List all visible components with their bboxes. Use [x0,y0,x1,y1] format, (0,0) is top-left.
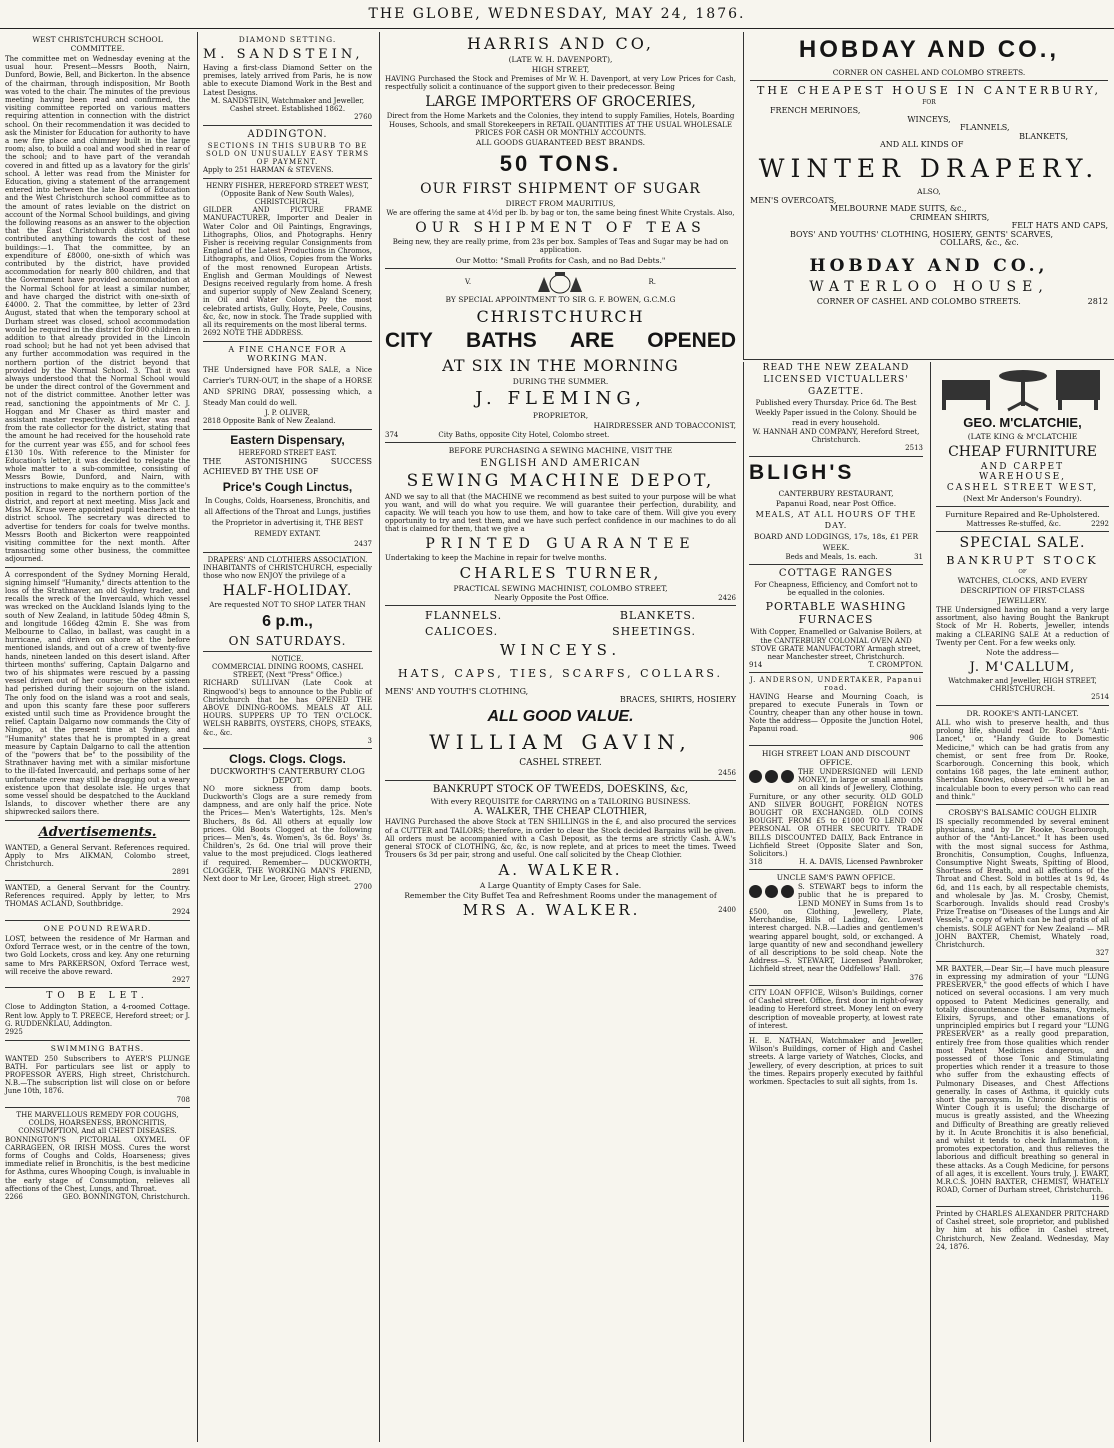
ad-number: 2437 [354,540,372,549]
gavin-cashel: CASHEL STREET. [519,757,602,768]
divider [936,506,1109,507]
large-importers: LARGE IMPORTERS OF GROCERIES, [425,94,696,111]
boys-clothing: BOYS' AND YOUTHS' CLOTHING, HOSIERY, GENTS' SCARVES, [790,229,1053,239]
hobday-advertisement [743,32,1114,360]
harris-street: HIGH STREET, [531,65,590,74]
a-walker: A. WALKER. [498,861,623,880]
masthead: THE GLOBE, WEDNESDAY, MAY 24, 1876. [0,0,1114,29]
flannels: FLANNELS. [425,608,503,622]
baths-word-2: BATHS [465,328,537,352]
board-lodgings: BOARD AND LODGINGS, 17s, 18s, £1 PER WEEK. [753,531,919,552]
column-3 [379,32,741,1442]
divider [749,745,923,746]
city-loan-office: CITY LOAN OFFICE, Wilson's Buildings, corner of Cashel street. Office, first door in right-of-way leading to Hereford street. Money lent on every description of moveable property, at lowest rate of interest. [749,989,923,1030]
importers-body: Direct from the Home Markets and the Colonies, they intend to supply Families, Hotels, Boarding Houses, Schools, and small Storekeepers in RETAIL QUANTITIES AT THE USUAL WHOLESALE PRICES FOR CASH OR MONTHLY ACCOUNTS. [386,112,735,137]
notice-body: COMMERCIAL DINING ROOMS, CASHEL STREET, (Next "Press" Office.) [211,663,364,680]
oxymel-body: BONNINGTON'S PICTORIAL OXYMEL OF CARRAGEEN, OR IRISH MOSS. Cures the worst forms of Coughs and Colds, Hoarseness; gives immediate relief in Bronchitis, is the best medicine for Asthma, cures Whooping Cough, is invaluable in the early stage of Consumption, relieves all affections of the Chest, Lungs, and Throat. [5,1135,190,1193]
ad-number: 318 [749,858,763,867]
melbourne-suits: MELBOURNE MADE SUITS, &c., [830,204,967,213]
gazette-title: READ THE NEW ZEALAND LICENSED VICTUALLERS' GAZETTE. [762,363,910,397]
mclatchie-title: GEO. M'CLATCHIE, [963,415,1082,430]
divider [749,985,923,986]
cheapest-house: THE CHEAPEST HOUSE IN CANTERBURY, [757,84,1101,97]
addington-title: ADDINGTON. [247,128,328,140]
pawn-office-title: UNCLE SAM'S PAWN OFFICE. [776,873,896,883]
loan-office-title: HIGH STREET LOAN AND DISCOUNT OFFICE. [761,749,911,768]
winceys: WINCEYS. [499,640,622,659]
mens-clothing: MENS' AND YOUTH'S CLOTHING, [385,686,529,696]
drapers-title: DRAPERS' AND CLOTHIERS ASSOCIATION. [207,555,368,564]
six-in-morning: AT SIX IN THE MORNING [442,355,679,375]
gazette-body: Published every Thursday. Price 6d. The Best Weekly Paper issued in the Colony. Should be read in every household. [755,399,917,427]
pawn-ball-icon [765,770,778,783]
sewing-body: AND we say to all that (the MACHINE we recommend as best suited to your purpose will be what you want, and will do what you require. We will guarantee their perfection, durability, and capacity. We will teach you how to use them, and how to take care of them. Will give you every opportunity to try and test them, and we have such perfect confidence in our machines to do all that is claimed for them, that we give a [385,492,736,534]
ad-number: 2514 [1091,693,1109,702]
ad-number: 2812 [1087,296,1108,306]
furniture-repaired: Furniture Repaired and Re-Upholstered. [945,510,1100,519]
harris-late: (LATE W. H. DAVENPORT), [508,55,613,64]
harris-body: HAVING Purchased the Stock and Premises of Mr W. H. Davenport, at very Low Prices for Cash, respectfully solicit a continuance of the support given to their predecessor. Being [385,75,736,92]
fine-chance-title: A FINE CHANCE FOR A WORKING MAN. [228,344,347,363]
ad-number: 327 [1095,949,1109,958]
divider [5,567,190,568]
all-kinds: AND ALL KINDS OF [880,140,964,149]
on-saturdays: ON SATURDAYS. [228,633,347,648]
beds-row [749,553,923,561]
addington-apply: Apply to 251 HARMAN & STEVENS. [203,166,334,175]
pawnbroker-balls-icon [749,770,794,783]
winceys-list: WINCEYS, [907,114,951,124]
reward-title: ONE POUND REWARD. [43,923,152,933]
column-5 [930,362,1114,1442]
swimming-baths-title: SWIMMING BATHS. [50,1043,145,1053]
ad-number: 2266 [5,1193,23,1202]
divider [936,961,1109,962]
davis-row [749,858,923,866]
clogs-title: Clogs. Clogs. Clogs. [229,752,346,767]
anderson-title: J. ANDERSON, UNDERTAKER, Papanui road. [749,676,923,693]
vr-left: V. [465,278,472,287]
hobday-corner-2: CORNER OF CASHEL AND COLOMBO STREETS. [816,296,1021,306]
mattresses: Mattresses Re-stuffed, &c. [966,520,1061,528]
divider [749,672,923,673]
column-1 [0,32,195,1442]
ad-number: 374 [385,430,399,439]
loan-body: THE UNDERSIGNED will LEND MONEY, in large or small amounts on all kinds of Jewellery, Clothing, Furniture, or any other security. OLD GOLD AND SILVER BOUGHT, FOREIGN NOTES BOUGHT OR EXCHANGED. OLD COINS BOUGHT. FROM £5 to £1000 TO LEND ON PERSONAL OR OTHER SECURITY. TRADE BILLS DISCOUNTED DAILY, Back Entrance in Lichfield Street (Opposite Slater and Son, Solicitors.) [749,768,923,859]
vr-right: R. [648,278,656,287]
divider [5,920,190,921]
mens-overcoats: MEN'S OVERCOATS, [750,195,837,205]
ad-number: 708 [176,1095,190,1104]
guaranteed: ALL GOODS GUARANTEED BEST BRANDS. [476,138,645,148]
ad-number: 2925 [5,1028,23,1037]
portable-furnaces: PORTABLE WASHING FURNACES [765,600,907,627]
fleming-address: City Baths, opposite City Hotel, Colombo street. [438,430,610,439]
royal-arms-icon [530,272,590,294]
hairdresser: HAIRDRESSER AND TOBACCONIST, [593,420,736,430]
oxymel-signature: GEO. BONNINGTON, Christchurch. [62,1193,190,1202]
ad-number: 31 [914,552,923,561]
sullivan-body: RICHARD SULLIVAN (Late Cook at Ringwood's) begs to announce to the Public of Christchurch that he has OPENED THE ABOVE DINING-ROOMS. MEALS AT ALL HOURS. SUPPERS UP TO TEN O'CLOCK. WELSH RABBITS, OYSTERS, CHOPS, STEAKS, &c., &c. [203,679,372,737]
sugar-shipment: OUR FIRST SHIPMENT OF SUGAR [420,181,701,198]
anderson-body: HAVING Hearse and Mourning Coach, is prepared to execute Funerals in Town or Country, cheaper than any other house in town. Note the address— Opposite the Junction Hotel, Papanui road. [749,692,923,734]
rooke-title: DR. ROOKE'S ANTI-LANCET. [966,708,1079,718]
summer: DURING THE SUMMER. [512,376,609,386]
city-baths-headline [385,329,736,353]
divider [936,804,1109,805]
divider [5,820,190,821]
cheap-furniture: CHEAP FURNITURE [948,444,1097,460]
winter-drapery: WINTER DRAPERY. [758,153,1100,183]
mattresses-row [936,520,1109,528]
fifty-tons: 50 TONS. [499,151,622,177]
watches-clocks: WATCHES, CLOCKS, AND EVERY DESCRIPTION OF FIRST-CLASS JEWELLERY. [957,576,1088,605]
cashel-west: CASHEL STREET WEST, [946,483,1099,493]
mauritius: DIRECT FROM MAURITIUS, [505,199,616,209]
special-sale: SPECIAL SALE. [959,535,1086,551]
divider [385,442,736,443]
ad-number: 2692 NOTE THE ADDRESS. [203,329,304,338]
hobday-corner-row [750,297,1108,306]
fine-chance-signature: J. P. OLIVER, [264,408,311,417]
ad-number: 906 [909,733,923,742]
hobday-title: HOBDAY AND CO., [798,36,1060,63]
ad-general-servant-1: WANTED, a General Servant. References required. Apply to Mrs AIKMAN, Colombo street, Christchurch. [5,843,190,869]
charles-turner: CHARLES TURNER, [459,563,662,582]
blankets: BLANKETS. [619,608,696,622]
william-gavin: WILLIAM GAVIN, [429,729,692,754]
clog-depot: DUCKWORTH'S CANTERBURY CLOG DEPOT. [210,767,365,785]
pawn-ball-icon [765,885,778,898]
hats-caps: HATS, CAPS, TIES, SCARFS, COLLARS. [397,666,723,680]
price-cough-linctus: Price's Cough Linctus, [222,480,353,495]
column-4 [743,362,928,1442]
cottage-ranges: COTTAGE RANGES [778,567,894,579]
sewing-english-american: ENGLISH AND AMERICAN [480,457,641,469]
divider [5,987,190,988]
teas-body: Being new, they are really prime, from 23s per box. Samples of Teas and Sugar may be had on application. [392,238,729,255]
ad-number: 2760 [354,113,372,122]
fisher-body: GILDER AND PICTURE FRAME MANUFACTURER, Importer and Dealer in Water Color and Oil Paintings, Engravings, Lithographs, Olios, and Photographs. Henry Fisher is receiving regular Consignments from England of the Latest Productions in Chromos, Lithographs, and Olios, Copies from the Works of the most renowned European Artists. English and German Mouldings of Newest Designs received regularly from home. A fresh and superior supply of New Zealand Scenery, in Oil and Water Colors, by the most celebrated artists, Gully, Hoyte, Peele, Cousins, &c, &c, now in stock. The Trade supplied with all its requirements on the most liberal terms. [203,206,372,329]
linctus-body: In Coughs, Colds, Hoarseness, Bronchitis, and all Affections of the Throat and Lungs, justifies the Proprietor in advertising it, THE BEST REMEDY EXTANT. [204,497,371,539]
all-good-value: ALL GOOD VALUE. [487,707,634,725]
pawn-body: S. STEWART begs to inform the public that he is prepared to LEND MONEY in Sums from 1s to £500, on Clothing, Jewellery, Plate, Merchandise, Bills of Lading, &c. Lowest interest charged. N.B.—Ladies and gentlemen's wearing apparel bought, sold, or exchanged. A large quantity of new and secondhand jewellery of all descriptions to be sold cheap. Note the Address—S. STEWART, Licensed Pawnbroker, Lichfield street, near the Oddfellows' Hall. [749,883,923,974]
rooke-body: ALL who wish to preserve health, and thus prolong life, should read Dr. Rooke's "Anti-Lancet," or, "Handy Guide to Domestic Medicine," which can be had gratis from any chemist, or sent free from Dr. Rooke, Scarborough. Concerning this book, which contains 168 pages, the late eminent author, Sheridan Knowles, observed —"It will be an incalculable boon to every person who can read and think." [936,718,1109,801]
walker-body: HAVING Purchased the above Stock at TEN SHILLINGS in the £, and also procured the services of a CUTTER and TAILORS; therefore, in order to clear the Stock decided Bargains will be given. All orders must be accompanied with a Cash Deposit, as the terms are strictly Cash. A.W.'s general STOCK of CLOTHING, &c, &c, is now replete, and at prices to meet the times. Tweed Trousers 6s 3d per pair, strong and useful. One call solicited by the Cheap Clothier. [385,818,736,860]
column-2 [197,32,377,1442]
ad-number: 376 [909,973,923,982]
diamond-body: Having a first-class Diamond Setter on the premises, lately arrived from Paris, he is now able to execute Diamond Work in the Best and Latest Designs. [203,64,372,97]
divider [385,268,736,269]
divider [750,80,1108,81]
divider [936,705,1109,706]
furniture-illustration [936,364,1109,412]
ad-number: 2292 [1091,520,1109,528]
remedy-heading: THE MARVELLOUS REMEDY FOR COUGHS, COLDS, HOARSENESS, BRONCHITIS, CONSUMPTION, And all CHEST DISEASES. [16,1111,179,1136]
crompton: T. CROMPTON. [868,661,923,670]
sale-body: THE Undersigned having on hand a very large assortment, also having Bought the Bankrupt Stock of Mr H. Roberts, Jeweller, intends making a CLEARING SALE At a reduction of Twenty per Cent. For a few weeks only. [936,606,1109,647]
proprietor: PROPRIETOR, [532,410,589,420]
turner-address: Nearly Opposite the Post Office. [494,593,609,602]
nathan-body: H. E. NATHAN, Watchmaker and Jeweller, Wilson's Buildings, corner of High and Cashel streets. A large variety of Watches, Clocks, and Jewellery, of every description, at prices to suit the times. Repairs properly executed by faithful workmen. Spectacles to suit all sights, from 1s. [749,1037,923,1087]
french-merinoes: FRENCH MERINOES, [770,106,861,115]
drapery-row-2 [385,625,736,638]
felt-hats: FELT HATS AND CAPS, [1011,221,1108,230]
divider [936,531,1109,532]
fine-chance-body: THE Undersigned have FOR SALE, a Nice Carrier's TURN-OUT, in the shape of a HORSE AND SPRING DRAY, possessing which, a Steady Man could do well. [203,365,372,407]
ad-number: 3 [367,736,372,745]
ad-number: 2891 [172,868,190,877]
divider [203,552,372,553]
pawn-ball-icon [781,770,794,783]
flannels-list: FLANNELS, [960,123,1010,132]
divider [385,605,736,606]
of-word: OF [1018,569,1027,575]
turner-sub: PRACTICAL SEWING MACHINIST, COLOMBO STREET, [453,583,668,593]
ad-number: 1196 [1091,1194,1109,1203]
baxter-body: MR BAXTER,—Dear Sir,—I have much pleasure in expressing my admiration of your "LUNG PRESERVER," the good effects of which I have noticed on several occasions. I am very much opposed to Patent Medicines generally, and totally discountenance the Balsams, Oxymels, Elixirs, Syrups, and other emanations of unprincipled empirics but I regard your "LUNG PRESERVER" as a really good preparation, entirely free from those qualities which render most Patent Medicines dangerous, and possessed of those Tonic and Stimulating properties which render it a treasure to those who suffer from the exhausting effects of Pulmonary Diseases, and Chest Affections generally. In cases of Asthma, it quickly cuts short the paroxysm. In Chronic Bronchitis or Winter Cough it is useful; the discharge of mucus is greatly assisted, and the Wheezing and Difficulty of Breathing are greatly relieved by it. In Acute Bronchitis it is also beneficial, and whilst it tends to check Inflammation, it promotes expectoration, and thus relieves the laborious and difficult breathing so general in these attacks. As a Cough Medicine, for persons of all ages, it is excellent. Yours truly, J. EWART, M.R.C.S. JOHN BAXTER, CHEMIST, WHATELY ROAD, Corner of Durham street, Christchurch. [936,964,1109,1195]
dispensary-title: Eastern Dispensary, [230,432,345,447]
baths-word-1: CITY [385,328,433,352]
crosby-body: IS specially recommended by several eminent physicians, and by Dr Rooke, Scarborough, author of the "Anti-Lancet." It has been used with the most signal success for Asthma, Bronchitis, Consumption, Coughs, Influenza, Consumptive Night Sweats, Spitting of Blood, Shortness of Breath, and all affections of the Throat and Chest. Sold in bottles at 1s 9d, 4s 6d, and 11s each, by all respectable chemists, and wholesale by Jas. M. Crosby, Chemist, Scarborough. Invalids should read Crosby's Prize Treatise on "Diseases of the Lungs and Air Vessels," a copy of which can be had gratis of all chemists. SOLE AGENT for New Zealand — MR JOHN BAXTER, Chemist, Whately road, Christchurch. [936,817,1109,949]
half-holiday: HALF-HOLIDAY. [222,583,353,600]
collars: COLLARS, &c., &c. [940,238,1019,247]
holiday-sub: Are requested NOT TO SHOP LATER THAN [209,601,366,610]
divider [749,869,923,870]
diamond-title: DIAMOND SETTING. [238,35,337,44]
ad-number: 2927 [172,975,190,984]
blankets-list: BLANKETS, [1019,131,1068,141]
addington-body: SECTIONS IN THIS SUBURB TO BE SOLD ON UNUSUALLY EASY TERMS OF PAYMENT. [205,141,370,167]
crosby-title: CROSBY'S BALSAMIC COUGH ELIXIR [948,807,1097,817]
blighs-address: Papanui Road, near Post Office. [775,498,897,508]
divider [5,1107,190,1108]
furniture-icon [938,366,1108,412]
bankrupt-sub: With every REQUISITE for CARRYING on a TAILORING BUSINESS. [430,797,691,807]
divider [749,1033,923,1034]
pawn-ball-icon [749,885,762,898]
teas-shipment: OUR SHIPMENT OF TEAS [415,220,706,237]
ad-number: 2400 [718,906,736,915]
fleming: J. FLEMING, [475,387,646,409]
divider [203,125,372,126]
dispensary-subtitle: HEREFORD STREET EAST. [238,448,337,457]
beds-meals: Beds and Meals, 1s. each. [785,552,878,561]
carpet-warehouse: AND CARPET WAREHOUSE, [978,462,1067,482]
bankrupt-stock: BANKRUPT STOCK [946,554,1099,567]
motto: Our Motto: "Small Profits for Cash, and no Bad Debts." [455,255,666,265]
ad-number: 2426 [718,593,736,602]
reward-body: LOST, between the residence of Mr Harman and Oxford Terrace west, or in the centre of the town, two Gold Lockets, cross and key. Any one returning same to Mrs PARKERSON, Oxford Terrace west, will receive the above reward. [5,934,190,976]
printed-body: Undertaking to keep the Machine in repair for twelve months. [385,553,607,562]
clog-body: NO more sickness from damp boots. Duckworth's Clogs are a sure remedy from dampness, and are only half the price. Note the Prices— Men's Watertights, 12s. Men's Bluchers, 8s 6d. All others at equally low prices. Old Boots Clogged at the following prices— Men's, 4s. Women's, 3s 6d. Boys' 3s. Children's, 2s 6d. One trial will prove their value to the most prejudiced. Clogs leathered if required. Remember— DUCKWORTH, CLOGGER, THE WORKING MAN'S FRIEND, Next door to Mr Lee, Grocer, High street. [203,784,372,883]
braces-shirts: BRACES, SHIRTS, HOSIERY [619,695,736,705]
notice-title: NOTICE. [271,654,304,663]
divider [5,880,190,881]
blighs-sub: CANTERBURY RESTAURANT, [778,488,894,498]
ad-number: 2924 [172,908,190,917]
ad-number: 914 [749,661,763,670]
empty-cases: A Large Quantity of Empty Cases for Sale. [479,881,642,891]
sugar-body: We are offering the same at 4½d per lb. by bag or ton, the same being finest White Crystals. Also, [386,209,735,218]
divider [203,341,372,342]
christchurch: CHRISTCHURCH [476,306,645,326]
mrs-walker-row [385,901,736,919]
foundry: (Next Mr Anderson's Foundry). [963,494,1082,503]
sheetings: SHEETINGS. [612,624,696,638]
pawn-ball-icon [749,770,762,783]
diamond-name: M. SANDSTEIN, [203,47,364,62]
note-address: Note the address— [986,648,1059,658]
sydney-herald-article: A correspondent of the Sydney Morning Herald, signing himself "Humanity," directs attention to the loss of the Strathnaver, an old Sydney trader, and recalls the wreck of the Invercauld, which vessel was wrecked on the Auckland Islands lying to the south of New Zealand, in latitude 50deg 48min S, and longitude 166deg 42min E. She was from Melbourne to Callao, in ballast, was caught in a hurricane, and driven on shore at the before mentioned islands, and out of a crew of twenty-five hands, nineteen landed on this desert island. After thirteen months' suffering, Captain Dalgarno and two of his shipmates were rescued by a passing vessel driven out of her course; the other sixteen had perished during their sojourn on the island. The only food on the island was a root and seals, and upon this scanty fare these poor sufferers existed until such time as Providence brought the relief. Captain Dalgarno now commands the City of Ningpo, at the present time at Sydney, and "Humanity" states that he is prompted in a great measure by Captain Dalgarno to call the attention of the "powers that be" to the possibility of the Strathnaver having met with a similar misfortune to the ill-fated Invercauld, and perhaps some of her unfortunate crew may still be dragging out a weary existence upon that desolate isle. He urges that some vessel should be despatched to the Auckland Islands, to discover whether there are any shipwrecked sailors there. [5,570,190,817]
swimming-baths-body: WANTED 250 Subscribers to AYER'S PLUNGE BATH. For particulars see list or apply to PROFESSOR AYERS, High street, Christchurch. N.B.—The subscription list will close on or before June 10th, 1876. [5,1054,190,1096]
walker-cheap-clothier: A. WALKER, THE CHEAP CLOTHIER, [473,807,648,818]
divider [936,1206,1109,1207]
pawn-ball-icon [781,885,794,898]
appointment: BY SPECIAL APPOINTMENT TO SIR G. F. BOWEN, G.C.M.G [445,294,676,304]
oxymel-signature-row [5,1193,190,1201]
pawnbroker-balls-icon [749,885,794,898]
to-let-title: TO BE LET. [46,991,149,1002]
mccallum: J. M'CALLUM, [969,660,1076,676]
sewing-before: BEFORE PURCHASING A SEWING MACHINE, VISIT THE [448,445,673,455]
to-let-body: Close to Addington Station, a 4-roomed Cottage. Rent low. Apply to T. PREECE, Hereford street; or J. G. RUDDENKLAU, Addington. [5,1003,190,1028]
advertisements-heading: Advertisements. [38,824,157,840]
dispensary-body: THE ASTONISHING SUCCESS ACHIEVED BY THE USE OF [203,457,372,477]
drapery-row-1 [385,609,736,622]
crompton-row [749,661,923,669]
hobday-corner: CORNER ON CASHEL AND COLOMBO STREETS. [832,68,1026,77]
bankrupt-tweeds: BANKRUPT STOCK OF TWEEDS, DOESKINS, &c, [432,784,689,796]
also: ALSO, [917,186,941,196]
divider [203,429,372,430]
crimean-shirts: CRIMEAN SHIRTS, [910,212,990,222]
city-buffet: Remember the City Buffet Tea and Refreshment Rooms under the management of [404,891,717,901]
for-word: FOR [922,99,936,106]
divider [385,780,736,781]
school-committee-article: The committee met on Wednesday evening at the usual hour. Present—Messrs Booth, Nairn, Dunford, Bowie, Bell, and Bickerton. In the absence of the chairman, through indisposition, Mr Booth was voted to the chair. The minutes of the previous meeting having been read and confirmed, the visiting committee reported on various matters requiring attention in connection with the district school. On their recommendation it was decided to ask the Minister for Education for authority to have a new fire place and chimney built in the large room; also, to build a coal and wood shed in rear of the school; and to have part of the verandah covered in and fitted up as a lavatory for the girls' school. A letter was read from the Minister for Education, giving a statement of the arrangement entered into between the late Board of Education and the West Christchurch school committee as to the amount of rates leviable on the district on account of the Normal School buildings, and giving the following reasons as an answer to the objection that the East Christchurch district had not contributed anything towards the cost of these buildings:—1. That the committee, by an expenditure of £8000, one-sixth of which was contributed by the district, have provided accommodation for nearly 800 children, and that the Government have provided accommodation at the Normal School for at least a similar number, and have charged the district with one-sixth of £4000. 2. That the committee, by letter of 23rd August, stated that when the temporary school at Durham street was closed, school accommodation would be required in the district for 800 children in addition to that already provided in the Lincoln road school; but he had not yet been advised that any further accommodation was required in the northern portion of the district beyond that provided by the Normal School. 3. That it was always understood that the Normal School would be under the direct control of the Government and not of the district committee. Another letter was read, sanctioning the appointments of Mr C. J. Hoggan and Mr Chaser as third master and assistant master respectively. A letter was read from the rate collector for the district, stating that the amount he had received for the household rate for the current year was £55, and for school fees £130 10s. With reference to the Minister for Education's letter, it was decided to relegate the whole matter to a sub-committee, consisting of Messrs Bowie, Dunford, and Nairn, with instructions to make enquiry as to the committee's position in regard to the northern portion of the district, and report at next meeting. Miss Jack and Miss M. Kruse were appointed pupil teachers at the district school. The secretary was directed to advertise for tenders for coals for twelve months. Messrs Booth and Bickerton were reappointed visiting committee for the next month. After transacting some other business, the committee adjourned. [5,55,190,564]
baths-word-3: ARE [569,328,615,352]
harris-title: HARRIS AND CO, [467,34,654,53]
baths-word-4: OPENED [647,328,736,352]
school-committee-title: WEST CHRISTCHURCH SCHOOL COMMITTEE. [32,35,163,53]
gazette-signature: W. HANNAH AND COMPANY, Hereford Street, Christchurch. [752,428,920,445]
divider [749,564,923,565]
sewing-depot: SEWING MACHINE DEPOT, [406,470,715,491]
mclatchie-late: (LATE KING & M'CLATCHIE [967,432,1078,441]
printer-imprint: Printed by CHARLES ALEXANDER PRITCHARD of Cashel street, sole proprietor, and published by him at his office in Cashel street, Christchurch, New Zealand. Wednesday, May 24, 1876. [936,1209,1109,1251]
calicoes: CALICOES. [425,624,499,638]
hobday-title-2: HOBDAY AND CO., [809,255,1049,276]
divider [203,178,372,179]
ad-general-servant-2: WANTED, a General Servant for the Country. References required. Apply by letter, to Mrs THOMAS ACLAND, Southbridge. [5,883,190,909]
divider [203,748,372,749]
ad-number: 2818 Opposite Bank of New Zealand. [203,417,336,426]
divider [5,1040,190,1041]
turner-address-row [385,594,736,602]
diamond-signature: M. SANDSTEIN, Watchmaker and Jeweller, Cashel street. Established 1862. [210,96,365,114]
mrs-walker: MRS A. WALKER. [462,901,641,920]
cottage-body: For Cheapness, Efficiency, and Comfort not to be equalled in the colonies. [754,580,918,598]
royal-arms-row [385,272,736,294]
ad-number: 2700 [354,883,372,892]
six-pm: 6 p.m., [262,612,313,630]
fisher-title: HENRY FISHER, HEREFORD STREET WEST, (Opposite Bank of New South Wales), CHRISTCHURCH. [206,181,369,206]
ad-number: 2456 [718,768,736,777]
portable-body: With Copper, Enamelled or Galvanise Boilers, at the CANTERBURY COLONIAL OVEN AND STOVE GRATE MANUFACTORY Armagh street, near Manchester street, Christchurch. [750,628,922,661]
meals: MEALS, AT ALL HOURS OF THE DAY. [755,509,917,530]
fleming-address-row [385,431,736,439]
blighs-title: BLIGH'S [749,460,855,484]
ad-number: 2513 [905,444,923,453]
waterloo-house: WATERLOO HOUSE, [809,278,1049,295]
mccallum-sub: Watchmaker and Jeweller, HIGH STREET, CHRISTCHURCH. [948,677,1097,694]
divider [749,456,923,457]
divider [203,651,372,652]
drapers-body: INHABITANTS of CHRISTCHURCH, especially those who now ENJOY the privilege of a [203,563,372,581]
davis: H. A. DAVIS, Licensed Pawnbroker [799,858,923,867]
printed-guarantee: PRINTED GUARANTEE [425,535,696,552]
